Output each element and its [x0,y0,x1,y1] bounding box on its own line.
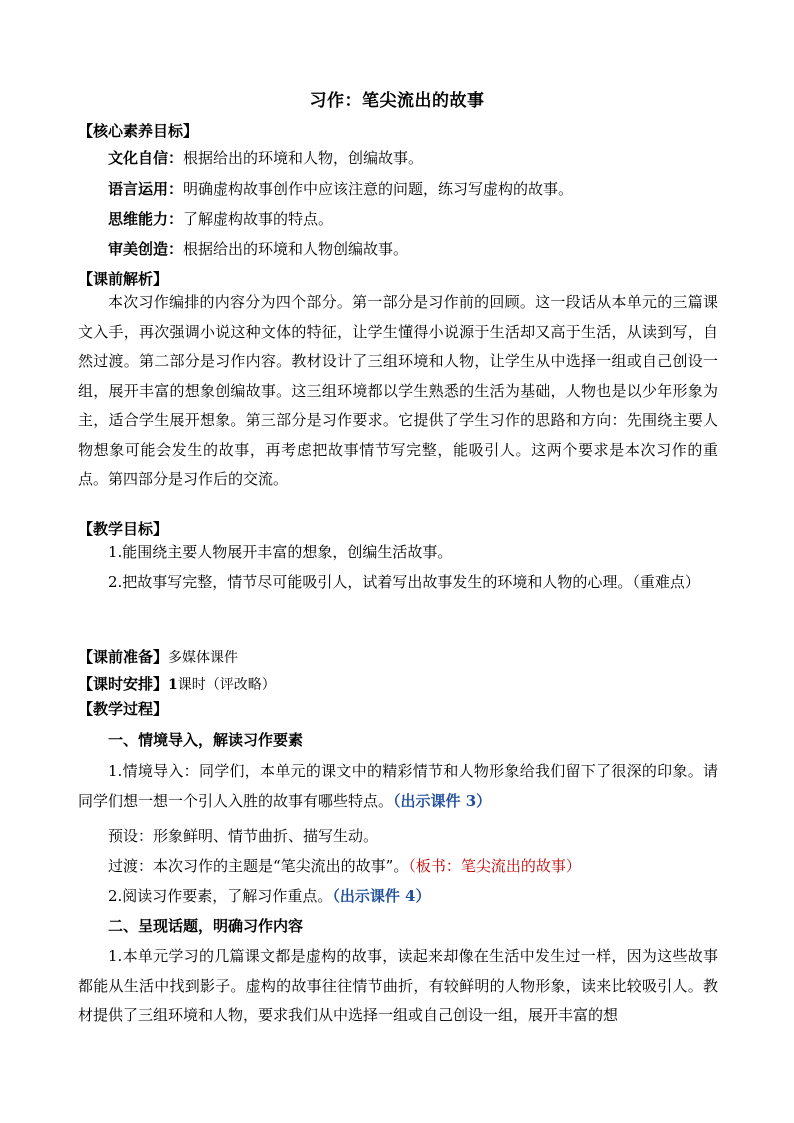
core-goal-label: 语言运用： [108,180,184,198]
page-title: 习作：笔尖流出的故事 [309,91,485,111]
analysis-paragraph: 本次习作编排的内容分为四个部分。第一部分是习作前的回顾。这一段话从本单元的三篇课文入手，再次强调小说这种文体的特征，让学生懂得小说源于生活却又高于生活，从读到写，自然过渡。第二部分是习作内容。教材设计了三组环境和人物，让学生从中选择一组或自己创设一组，展开丰富的想象创编故事。这三组环境都以学生熟悉的生活为基础，人物也是以少年形象为主，适合学生展开想象。第三部分是习作要求。它提供了学生习作的思路和方向：先围绕主要人物想象可能会发生的故事，再考虑把故事情节写完整，能吸引人。这两个要求是本次习作的重点。第四部分是习作后的交流。 [78,293,718,488]
schedule-count: 1 [168,677,178,693]
schedule-line [78,673,276,694]
section2-paragraph: 1.本单元学习的几篇课文都是虚构的故事，读起来却像在生活中发生过一样，因为这些故事都能从生活中找到影子。虚构的故事往往情节曲折，有较鲜明的人物形象，读来比较吸引人。教材提供了三组环境和人物，要求我们从中选择一组或自己创设一组，展开丰富的想 [78,947,718,1024]
core-goal-item [108,208,333,229]
teaching-goals-heading: 【教学目标】 [78,520,169,538]
section-title: 一、情境导入，解读习作要素 [108,731,304,749]
section-title: 二、呈现话题，明确习作内容 [108,917,304,935]
reading-text: 2.阅读习作要素，了解习作重点。 [108,887,333,905]
preparation-line [78,646,238,667]
preparation-text: 多媒体课件 [168,650,239,666]
board-note: （板书：笔尖流出的故事） [408,857,581,875]
core-goal-text: 明确虚构故事创作中应该注意的问题，练习写虚构的故事。 [183,180,574,198]
courseware-note: （出示课件 3） [393,791,492,810]
core-goal-label: 文化自信： [108,149,184,167]
schedule-text: 课时（评改略） [177,677,276,693]
core-goal-text: 了解虚构故事的特点。 [183,210,334,228]
section1-paragraph [78,757,718,816]
analysis-heading: 【课前解析】 [78,270,169,288]
preparation-heading: 【课前准备】 [78,648,169,666]
teaching-goal-item: 1.能围绕主要人物展开丰富的想象，创编生活故事。 [108,543,453,561]
core-goal-text: 根据给出的环境和人物创编故事。 [183,240,409,258]
core-goals-heading: 【核心素养目标】 [78,122,199,140]
preset-line: 预设：形象鲜明、情节曲折、描写生动。 [108,827,379,845]
process-heading: 【教学过程】 [78,700,169,718]
transition-text: 过渡：本次习作的主题是“笔尖流出的故事”。 [108,857,409,875]
core-goal-item [108,238,408,259]
core-goal-text: 根据给出的环境和人物，创编故事。 [183,149,424,167]
transition-line [108,855,581,876]
core-goal-item [108,178,573,199]
core-goal-item [108,147,423,168]
courseware-note: （出示课件 4） [332,887,431,905]
teaching-goal-item: 2.把故事写完整，情节尽可能吸引人，试着写出故事发生的环境和人物的心理。（重难点） [108,573,700,591]
reading-line [108,885,431,906]
core-goal-label: 审美创造： [108,240,184,258]
schedule-heading: 【课时安排】 [78,675,169,693]
core-goal-label: 思维能力： [108,210,184,228]
section1-text: 1.情境导入：同学们，本单元的课文中的精彩情节和人物形象给我们留下了很深的印象。请同学们想一想一个引人入胜的故事有哪些特点。 [78,762,718,810]
